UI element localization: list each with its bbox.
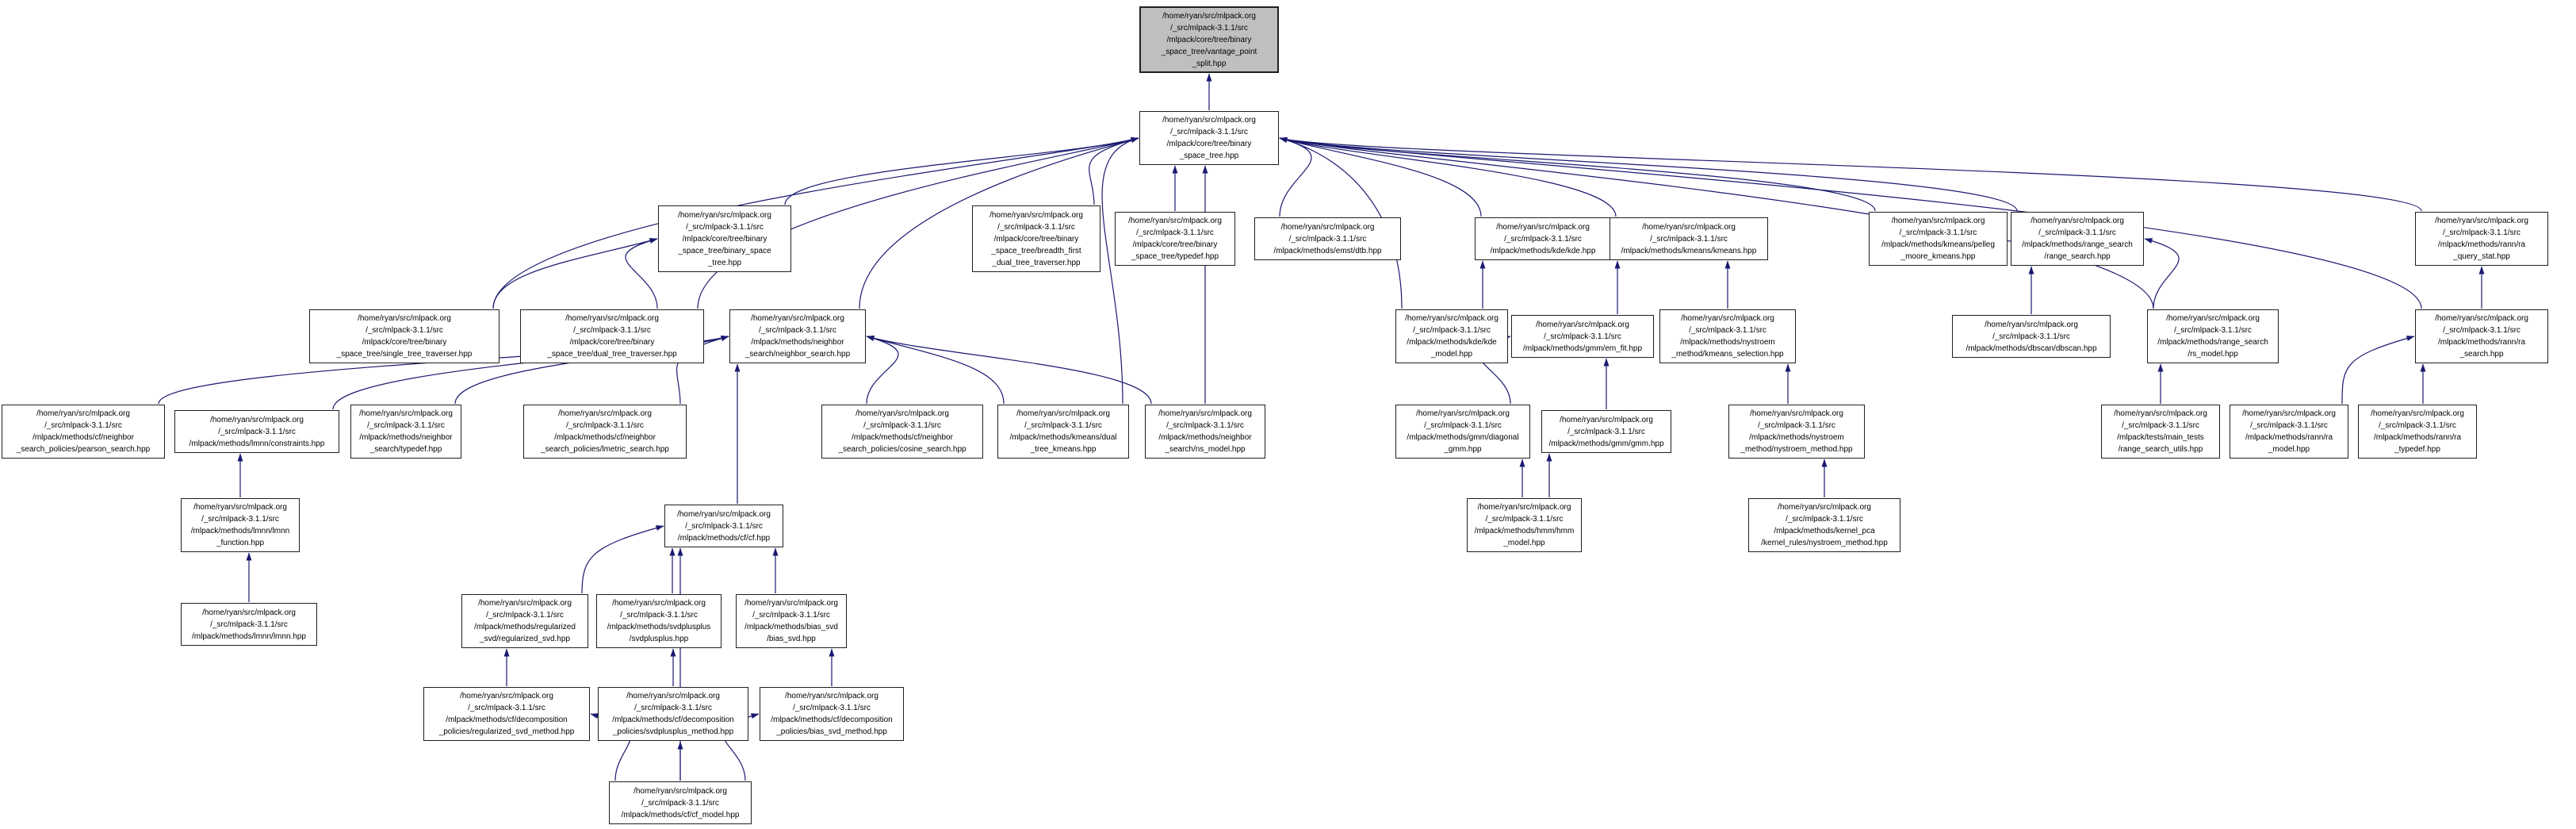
node-label-line: /_src/mlpack-3.1.1/src xyxy=(1504,234,1582,244)
node-label-line: /mlpack/methods/hmm/hmm xyxy=(1474,527,1575,535)
node-label-line: _gmm.hpp xyxy=(1444,445,1482,454)
node-label-line: /_src/mlpack-3.1.1/src xyxy=(620,611,698,620)
node-label-line: /home/ryan/src/mlpack.org xyxy=(210,415,304,424)
node-label-line: _function.hpp xyxy=(216,539,265,547)
graph-node-lmnn_function[interactable] xyxy=(181,498,300,552)
node-label-line: _search_policies/lmetric_search.hpp xyxy=(541,445,669,454)
node-label-line: /mlpack/core/tree/binary xyxy=(362,338,447,347)
node-label-line: _policies/svdplusplus_method.hpp xyxy=(612,727,734,736)
include-edge-dtb-to-binary_space_tree xyxy=(1280,138,1311,217)
graph-node-svdplusplus_method[interactable] xyxy=(598,687,748,741)
graph-node-kde[interactable] xyxy=(1475,217,1611,260)
node-label-line: /home/ryan/src/mlpack.org xyxy=(785,692,878,700)
node-label-line: /home/ryan/src/mlpack.org xyxy=(751,314,844,323)
node-label-line: /home/ryan/src/mlpack.org xyxy=(1477,503,1571,512)
graph-node-kpca_nystroem[interactable] xyxy=(1748,498,1900,552)
graph-node-binary_space_tree[interactable] xyxy=(1139,111,1279,165)
graph-node-pearson_search[interactable] xyxy=(2,405,165,459)
node-label-line: /home/ryan/src/mlpack.org xyxy=(358,314,451,323)
node-label-line: /home/ryan/src/mlpack.org xyxy=(2435,217,2528,225)
node-label-line: /home/ryan/src/mlpack.org xyxy=(2435,314,2528,323)
node-label-line: /home/ryan/src/mlpack.org xyxy=(460,692,553,700)
node-label-line: _space_tree/dual_tree_traverser.hpp xyxy=(547,350,677,359)
node-label-line: _tree.hpp xyxy=(707,258,742,267)
node-label-line: /home/ryan/src/mlpack.org xyxy=(565,314,659,323)
node-label-line: /_src/mlpack-3.1.1/src xyxy=(366,326,443,335)
node-label-line: /home/ryan/src/mlpack.org xyxy=(677,509,771,519)
node-label-line: /_src/mlpack-3.1.1/src xyxy=(367,421,445,430)
node-label-line: /mlpack/methods/lmnn/lmnn.hpp xyxy=(192,631,306,641)
graph-node-range_search[interactable] xyxy=(2011,212,2144,266)
node-label-line: /_src/mlpack-3.1.1/src xyxy=(2379,421,2456,430)
node-label-line: /home/ryan/src/mlpack.org xyxy=(626,692,720,700)
include-edge-single_tree_traverser-to-bst_binary_space_tree xyxy=(493,239,657,309)
graph-node-bst_typedef[interactable] xyxy=(1115,212,1235,266)
node-label-line: _method/nystroem_method.hpp xyxy=(1740,445,1853,454)
node-label-line: /mlpack/methods/cf/decomposition xyxy=(771,716,893,724)
node-label-line: /mlpack/methods/kde/kde.hpp xyxy=(1490,246,1596,255)
node-label-line: /_src/mlpack-3.1.1/src xyxy=(573,326,651,335)
node-label-line: /_src/mlpack-3.1.1/src xyxy=(218,427,296,436)
graph-node-ra_typedef[interactable] xyxy=(2358,405,2477,459)
node-label-line: _typedef.hpp xyxy=(2394,445,2440,454)
include-edge-ra_query_stat-to-binary_space_tree xyxy=(1280,138,2421,211)
node-label-line: /_src/mlpack-3.1.1/src xyxy=(1544,332,1621,341)
graph-node-diagonal_gmm[interactable] xyxy=(1395,405,1530,459)
node-label-line: _space_tree/typedef.hpp xyxy=(1131,252,1219,261)
node-label-line: /mlpack/methods/rann/ra xyxy=(2437,240,2526,249)
node-label-line: /mlpack/core/tree/binary xyxy=(682,234,767,244)
graph-node-regularized_svd_method[interactable] xyxy=(423,687,590,741)
node-label-line: _space_tree/breadth_first xyxy=(991,246,1081,255)
node-label-line: /home/ryan/src/mlpack.org xyxy=(359,409,453,418)
node-label-line: /home/ryan/src/mlpack.org xyxy=(1985,320,2078,329)
node-label-line: _search/typedef.hpp xyxy=(369,445,442,454)
node-label-line: /mlpack/methods/cf/cf_model.hpp xyxy=(621,810,740,819)
node-label-line: /_src/mlpack-3.1.1/src xyxy=(863,421,941,430)
node-label-line: _tree_kmeans.hpp xyxy=(1030,445,1097,454)
node-label-line: /_src/mlpack-3.1.1/src xyxy=(1689,326,1766,335)
node-label-line: /mlpack/methods/cf/neighbor xyxy=(33,433,134,442)
node-label-line: /home/ryan/src/mlpack.org xyxy=(2114,409,2207,418)
graph-node-ra_search[interactable] xyxy=(2415,309,2548,363)
node-label-line: /mlpack/methods/nystroem xyxy=(1680,338,1775,347)
node-label-line: /_src/mlpack-3.1.1/src xyxy=(1413,326,1491,335)
node-label-line: /mlpack/methods/kmeans/kmeans.hpp xyxy=(1621,246,1757,255)
node-label-line: _dual_tree_traverser.hpp xyxy=(992,258,1081,267)
graph-node-cf_model[interactable] xyxy=(609,781,752,824)
node-label-line: /mlpack/methods/lmnn/lmnn xyxy=(190,527,290,535)
node-label-line: _svd/regularized_svd.hpp xyxy=(480,635,570,643)
node-label-line: /mlpack/methods/gmm/em_fit.hpp xyxy=(1522,343,1643,353)
node-label-line: /mlpack/methods/svdplusplus xyxy=(607,623,711,631)
node-label-line: /home/ryan/src/mlpack.org xyxy=(1496,222,1590,232)
node-label-line: /home/ryan/src/mlpack.org xyxy=(478,599,572,608)
node-label-line: /home/ryan/src/mlpack.org xyxy=(1158,409,1252,418)
node-label-line: /_src/mlpack-3.1.1/src xyxy=(44,421,122,430)
node-label-line: /_src/mlpack-3.1.1/src xyxy=(201,515,279,524)
graph-node-regularized_svd[interactable] xyxy=(461,594,588,648)
node-label-line: /home/ryan/src/mlpack.org xyxy=(612,599,706,608)
node-label-line: /_src/mlpack-3.1.1/src xyxy=(1166,421,1244,430)
node-label-line: /home/ryan/src/mlpack.org xyxy=(193,503,287,512)
include-edge-regularized_svd-to-cf xyxy=(582,526,664,593)
graph-node-ra_model[interactable] xyxy=(2230,405,2348,459)
node-label-line: /mlpack/tests/main_tests xyxy=(2117,433,2204,442)
node-label-line: _space_tree/single_tree_traverser.hpp xyxy=(336,350,473,359)
node-label-line: /mlpack/core/tree/binary xyxy=(1166,140,1252,148)
node-label-line: /home/ryan/src/mlpack.org xyxy=(558,409,652,418)
node-label-line: _split.hpp xyxy=(1192,59,1227,68)
node-label-line: /mlpack/methods/cf/neighbor xyxy=(852,433,953,442)
node-label-line: /mlpack/methods/kde/kde xyxy=(1407,338,1497,347)
graph-node-dbscan[interactable] xyxy=(1952,315,2111,358)
node-label-line: /_src/mlpack-3.1.1/src xyxy=(1758,421,1835,430)
node-label-line: /_src/mlpack-3.1.1/src xyxy=(793,704,871,712)
graph-node-cosine_search[interactable] xyxy=(821,405,983,459)
node-label-line: /mlpack/core/tree/binary xyxy=(569,338,655,347)
node-label-line: /_src/mlpack-3.1.1/src xyxy=(486,611,564,620)
graph-node-vantage_point_split xyxy=(1139,6,1279,73)
graph-node-nystroem_method[interactable] xyxy=(1728,405,1865,459)
node-label-line: /mlpack/methods/kmeans/dual xyxy=(1009,433,1117,442)
node-label-line: /home/ryan/src/mlpack.org xyxy=(1536,320,1629,329)
graph-node-bst_binary_space_tree[interactable] xyxy=(658,205,791,272)
node-label-line: /home/ryan/src/mlpack.org xyxy=(2371,409,2464,418)
node-label-line: /_src/mlpack-3.1.1/src xyxy=(2038,228,2116,237)
graph-node-dtb[interactable] xyxy=(1254,217,1401,260)
node-label-line: /home/ryan/src/mlpack.org xyxy=(744,599,838,608)
node-label-line: _model.hpp xyxy=(1503,539,1545,547)
graph-node-constraints[interactable] xyxy=(174,410,339,453)
node-label-line: /_src/mlpack-3.1.1/src xyxy=(1024,421,1102,430)
node-label-line: /mlpack/core/tree/binary xyxy=(1166,35,1252,44)
node-label-line: /mlpack/methods/gmm/diagonal xyxy=(1407,433,1519,442)
node-label-line: /home/ryan/src/mlpack.org xyxy=(633,786,727,796)
node-label-line: /mlpack/methods/rann/ra xyxy=(2437,338,2526,347)
include-edge-ns_model-to-neighbor_search xyxy=(867,336,1151,404)
node-label-line: /_src/mlpack-3.1.1/src xyxy=(468,704,545,712)
node-label-line: /home/ryan/src/mlpack.org xyxy=(2242,409,2336,418)
node-label-line: /mlpack/methods/range_search xyxy=(2022,240,2133,249)
graph-node-kmeans[interactable] xyxy=(1610,217,1768,260)
node-label-line: /mlpack/methods/rann/ra xyxy=(2245,433,2333,442)
graph-node-cf[interactable] xyxy=(664,505,783,547)
node-label-line: /_src/mlpack-3.1.1/src xyxy=(997,222,1075,232)
node-label-line: /home/ryan/src/mlpack.org xyxy=(1128,217,1222,225)
node-label-line: /mlpack/core/tree/binary xyxy=(993,234,1079,244)
node-label-line: _policies/bias_svd_method.hpp xyxy=(776,727,887,736)
node-label-line: /_src/mlpack-3.1.1/src xyxy=(2250,421,2328,430)
graph-node-em_fit[interactable] xyxy=(1511,315,1654,358)
graph-node-gmm[interactable] xyxy=(1541,410,1671,453)
node-label-line: /_src/mlpack-3.1.1/src xyxy=(641,798,719,808)
node-label-line: /mlpack/methods/emst/dtb.hpp xyxy=(1273,246,1382,255)
node-label-line: /mlpack/methods/neighbor xyxy=(751,338,844,347)
include-edge-ra_model-to-ra_search xyxy=(2342,336,2414,404)
graph-node-lmetric_search[interactable] xyxy=(523,405,687,459)
node-label-line: _search_policies/cosine_search.hpp xyxy=(838,445,966,454)
graph-node-pelleg_moore[interactable] xyxy=(1869,212,2008,266)
node-label-line: /_src/mlpack-3.1.1/src xyxy=(566,421,644,430)
include-edge-range_search-to-binary_space_tree xyxy=(1280,138,2017,211)
node-label-line: /rs_model.hpp xyxy=(2187,350,2238,359)
node-label-line: /home/ryan/src/mlpack.org xyxy=(1891,217,1985,225)
node-label-line: _search/neighbor_search.hpp xyxy=(744,350,851,359)
node-label-line: /home/ryan/src/mlpack.org xyxy=(1681,314,1774,323)
graph-node-bias_svd_method[interactable] xyxy=(760,687,904,741)
graph-node-single_tree_traverser[interactable] xyxy=(309,309,500,363)
graph-node-range_search_utils[interactable] xyxy=(2101,405,2220,459)
node-label-line: /_src/mlpack-3.1.1/src xyxy=(2174,326,2252,335)
node-label-line: /home/ryan/src/mlpack.org xyxy=(1405,314,1499,323)
node-label-line: /kernel_rules/nystroem_method.hpp xyxy=(1761,539,1888,547)
node-label-line: /mlpack/methods/cf/decomposition xyxy=(612,716,734,724)
node-label-line: /mlpack/methods/kmeans/pelleg xyxy=(1881,240,1995,249)
node-label-line: /home/ryan/src/mlpack.org xyxy=(678,210,771,220)
graph-node-ns_typedef[interactable] xyxy=(350,405,461,459)
node-label-line: /mlpack/methods/cf/neighbor xyxy=(554,433,656,442)
node-label-line: /_src/mlpack-3.1.1/src xyxy=(1650,234,1728,244)
node-label-line: /home/ryan/src/mlpack.org xyxy=(2166,314,2260,323)
node-label-line: /home/ryan/src/mlpack.org xyxy=(1560,415,1653,424)
node-label-line: /_src/mlpack-3.1.1/src xyxy=(685,521,763,531)
node-label-line: /mlpack/methods/bias_svd xyxy=(744,623,838,631)
node-label-line: /_src/mlpack-3.1.1/src xyxy=(1899,228,1977,237)
node-label-line: /range_search_utils.hpp xyxy=(2118,445,2203,454)
graph-node-bias_svd[interactable] xyxy=(736,594,847,648)
node-label-line: _space_tree/binary_space xyxy=(678,246,771,255)
node-label-line: /home/ryan/src/mlpack.org xyxy=(36,409,130,418)
node-label-line: /_src/mlpack-3.1.1/src xyxy=(759,326,836,335)
node-label-line: _query_stat.hpp xyxy=(2453,252,2510,261)
graph-node-svdplusplus[interactable] xyxy=(596,594,722,648)
node-label-line: /home/ryan/src/mlpack.org xyxy=(1016,409,1110,418)
graph-node-lmnn[interactable] xyxy=(181,603,317,646)
node-label-line: /mlpack/methods/neighbor xyxy=(1158,433,1252,442)
node-label-line: /home/ryan/src/mlpack.org xyxy=(1280,222,1375,232)
node-label-line: /mlpack/core/tree/binary xyxy=(1132,240,1218,249)
include-edge-dual_tree_kmeans-to-binary_space_tree xyxy=(1102,138,1139,404)
node-label-line: /mlpack/methods/lmnn/constraints.hpp xyxy=(189,439,325,448)
node-label-line: /_src/mlpack-3.1.1/src xyxy=(1170,23,1248,33)
node-label-line: /_src/mlpack-3.1.1/src xyxy=(1485,515,1564,524)
node-label-line: /home/ryan/src/mlpack.org xyxy=(1750,409,1843,418)
include-edge-dual_tree_traverser-to-bst_binary_space_tree xyxy=(626,239,657,309)
node-label-line: /_src/mlpack-3.1.1/src xyxy=(1424,421,1502,430)
node-label-line: /_src/mlpack-3.1.1/src xyxy=(752,611,830,620)
node-label-line: _space_tree.hpp xyxy=(1179,152,1239,160)
node-label-line: /_src/mlpack-3.1.1/src xyxy=(1136,228,1214,237)
node-label-line: /mlpack/methods/cf/decomposition xyxy=(446,716,568,724)
node-label-line: /_src/mlpack-3.1.1/src xyxy=(2122,421,2199,430)
node-label-line: /_src/mlpack-3.1.1/src xyxy=(634,704,712,712)
graph-node-breadth_first[interactable] xyxy=(972,205,1100,272)
graph-node-kde_model[interactable] xyxy=(1395,309,1508,363)
graph-node-ra_query_stat[interactable] xyxy=(2415,212,2548,266)
node-label-line: /_src/mlpack-3.1.1/src xyxy=(2443,228,2520,237)
node-label-line: /bias_svd.hpp xyxy=(767,635,816,643)
node-label-line: /mlpack/methods/kernel_pca xyxy=(1774,527,1875,535)
node-label-line: /mlpack/methods/dbscan/dbscan.hpp xyxy=(1965,343,2097,353)
node-label-line: /home/ryan/src/mlpack.org xyxy=(1162,116,1256,125)
graph-node-dual_tree_traverser[interactable] xyxy=(520,309,704,363)
node-label-line: _search_policies/pearson_search.hpp xyxy=(16,445,151,454)
node-label-line: /mlpack/methods/gmm/gmm.hpp xyxy=(1548,439,1664,448)
node-label-line: _space_tree/vantage_point xyxy=(1161,47,1257,56)
node-label-line: /mlpack/methods/nystroem xyxy=(1749,433,1844,442)
node-label-line: _policies/regularized_svd_method.hpp xyxy=(438,727,575,736)
node-label-line: /home/ryan/src/mlpack.org xyxy=(1416,409,1510,418)
node-label-line: /mlpack/methods/regularized xyxy=(474,623,576,631)
node-label-line: /_src/mlpack-3.1.1/src xyxy=(686,222,764,232)
node-label-line: /svdplusplus.hpp xyxy=(629,635,689,643)
node-label-line: /mlpack/methods/cf/cf.hpp xyxy=(677,533,771,543)
node-label-line: /home/ryan/src/mlpack.org xyxy=(855,409,949,418)
node-label-line: _model.hpp xyxy=(2268,445,2310,454)
node-label-line: /mlpack/methods/neighbor xyxy=(359,433,453,442)
node-label-line: _moore_kmeans.hpp xyxy=(1900,252,1976,261)
node-label-line: /_src/mlpack-3.1.1/src xyxy=(1992,332,2070,341)
node-label-line: /home/ryan/src/mlpack.org xyxy=(1778,503,1871,512)
node-label-line: /_src/mlpack-3.1.1/src xyxy=(1288,234,1367,244)
include-edge-ra_search-to-binary_space_tree xyxy=(1280,138,2421,309)
node-label-line: /home/ryan/src/mlpack.org xyxy=(1162,11,1256,21)
node-label-line: _search.hpp xyxy=(2459,350,2504,359)
node-label-line: /_src/mlpack-3.1.1/src xyxy=(1170,128,1248,136)
node-label-line: /home/ryan/src/mlpack.org xyxy=(2031,217,2124,225)
node-label-line: /mlpack/methods/range_search xyxy=(2157,338,2268,347)
node-label-line: /home/ryan/src/mlpack.org xyxy=(1642,222,1736,232)
node-label-line: /_src/mlpack-3.1.1/src xyxy=(2443,326,2520,335)
node-label-line: /home/ryan/src/mlpack.org xyxy=(202,608,296,617)
node-label-line: /home/ryan/src/mlpack.org xyxy=(989,210,1083,220)
graph-node-hmm_model[interactable] xyxy=(1467,498,1582,552)
node-label-line: _model.hpp xyxy=(1430,350,1473,359)
graph-node-dual_tree_kmeans[interactable] xyxy=(997,405,1129,459)
node-label-line: _search/ns_model.hpp xyxy=(1165,445,1246,454)
node-label-line: /_src/mlpack-3.1.1/src xyxy=(1786,515,1863,524)
node-label-line: /_src/mlpack-3.1.1/src xyxy=(1567,427,1645,436)
node-label-line: _method/kmeans_selection.hpp xyxy=(1671,350,1784,359)
graph-node-rs_model[interactable] xyxy=(2147,309,2279,363)
graph-node-neighbor_search[interactable] xyxy=(729,309,866,363)
node-label-line: /range_search.hpp xyxy=(2044,252,2111,261)
graph-node-ns_model[interactable] xyxy=(1145,405,1265,459)
include-edge-cosine_search-to-neighbor_search xyxy=(867,336,898,404)
node-label-line: /_src/mlpack-3.1.1/src xyxy=(210,620,288,629)
node-label-line: /mlpack/methods/rann/ra xyxy=(2373,433,2462,442)
graph-node-kmeans_selection[interactable] xyxy=(1659,309,1796,363)
